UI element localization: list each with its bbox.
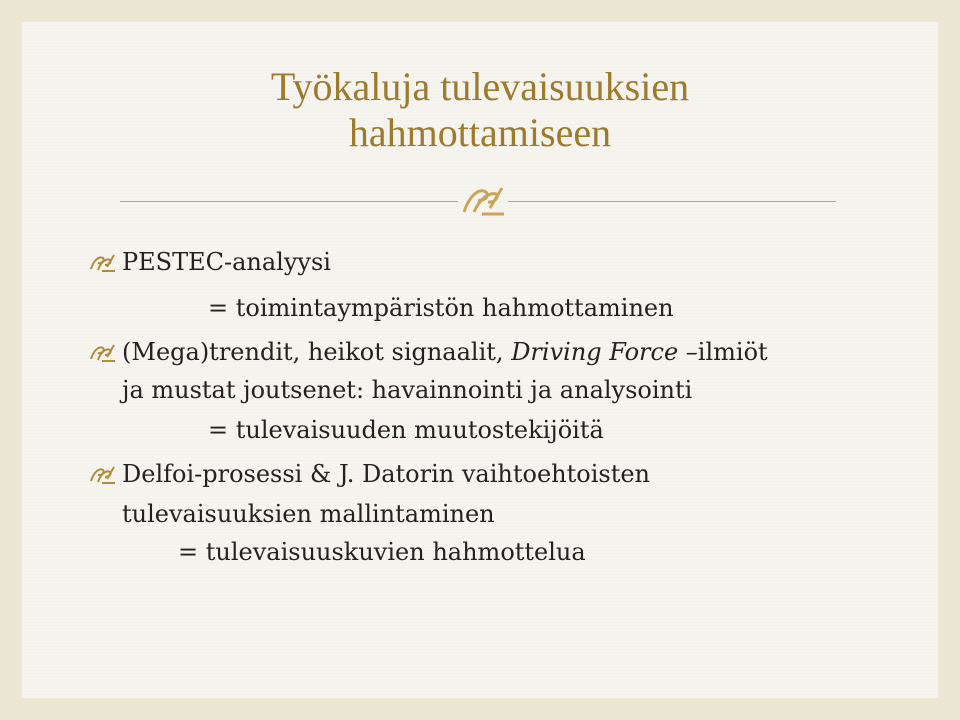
bullet-2-text-a: (Mega)trendit, heikot signaalit, — [122, 338, 512, 366]
title-line-1: Työkaluja tulevaisuuksien — [270, 64, 690, 109]
bullet-2-text-b: –ilmiöt — [678, 338, 768, 366]
title-line-2: hahmottamiseen — [348, 110, 612, 155]
bullet-2-emphasis: Driving Force — [511, 338, 679, 366]
bullet-3-line-2: tulevaisuuksien mallintaminen — [122, 500, 495, 528]
bullet-2-line-3: = tulevaisuuden muutostekijöitä — [208, 416, 604, 444]
scroll-bullet-icon — [88, 465, 116, 485]
bullet-1-line-1: PESTEC-analyysi — [122, 248, 331, 276]
bullet-2-line-1 — [122, 337, 768, 367]
scroll-bullet-icon — [88, 253, 116, 273]
bullet-3-line-3: = tulevaisuuskuvien hahmottelua — [178, 538, 586, 566]
bullet-1-line-2: = toimintaympäristön hahmottaminen — [208, 294, 674, 322]
bullet-3-line-1: Delfoi-prosessi & J. Datorin vaihtoehtoisten — [122, 460, 651, 488]
bullet-2-line-2: ja mustat joutsenet: havainnointi ja analysointi — [122, 376, 693, 404]
scroll-bullet-icon — [88, 343, 116, 363]
